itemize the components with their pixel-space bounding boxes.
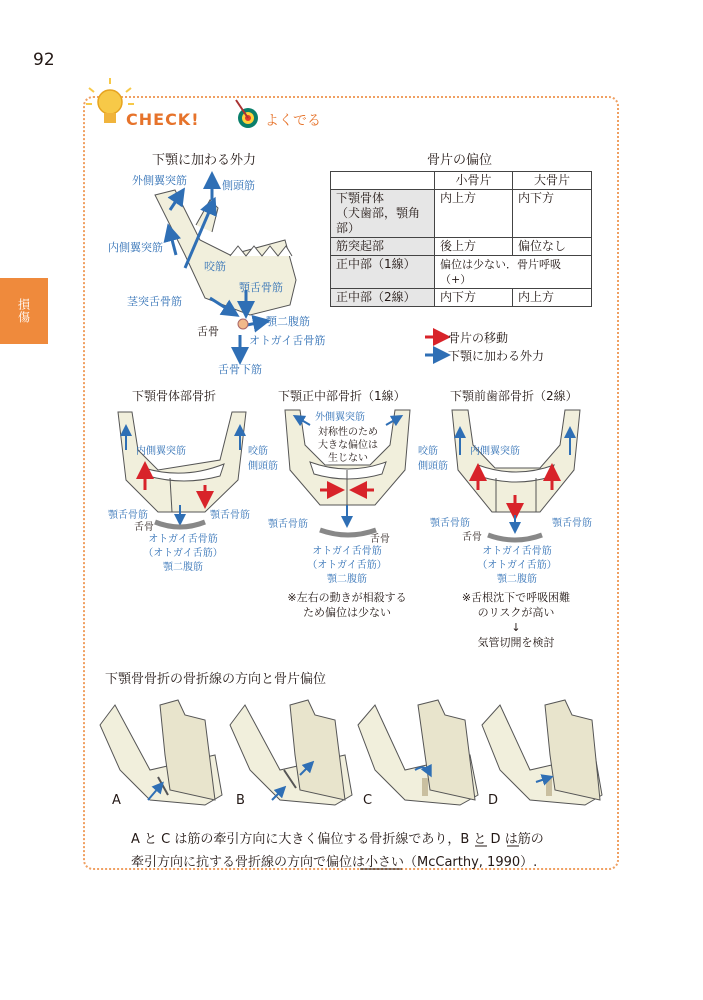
diagram-anterior2-title: 下顎前歯部骨折（2線） [450, 389, 578, 403]
label-hyoid: 舌骨 [197, 325, 219, 338]
table-header-large: 大骨片 [513, 172, 592, 190]
label-lateral-pterygoid: 外側翼突筋 [315, 412, 365, 423]
caption-line-2: 牽引方向に抗する骨折線の方向で偏位は小さい（McCarthy, 1990）. [131, 855, 538, 870]
legend-red-label: 骨片の移動 [448, 331, 509, 345]
panel-label-d: D [488, 793, 499, 808]
page-number: 92 [33, 50, 55, 70]
fracture-panel-a [100, 700, 222, 805]
label-stylohyoid: 茎突舌骨筋 [127, 295, 182, 308]
label-mylohyoid: 顎舌骨筋 [210, 510, 250, 521]
table-row-head: 下顎骨体 （犬歯部，顎角部） [331, 190, 435, 238]
label-medial-pterygoid: 内側翼突筋 [136, 446, 186, 457]
label-lateral-pterygoid: 外側翼突筋 [132, 174, 187, 187]
label-mylohyoid: 顎舌骨筋 [108, 510, 148, 521]
table-cell: 後上方 [435, 238, 513, 256]
table-header-small: 小骨片 [435, 172, 513, 190]
label-bottom-muscles: オトガイ舌骨筋 （オトガイ舌筋） 顎二腹筋 [143, 534, 223, 573]
label-medial-pterygoid: 内側翼突筋 [108, 241, 163, 254]
diagram-midline1-title: 下顎正中部骨折（1線） [278, 389, 406, 403]
label-hyoid: 舌骨 [370, 534, 390, 545]
table-cell: 内上方 [513, 289, 592, 307]
label-infrahyoid: 舌骨下筋 [218, 363, 262, 376]
table-cell: 内下方 [435, 289, 513, 307]
check-label: CHECK! [126, 110, 200, 129]
label-mylohyoid: 顎舌骨筋 [239, 281, 283, 294]
fracture-panel-c [358, 700, 478, 805]
label-mylohyoid: 顎舌骨筋 [552, 518, 592, 529]
label-masseter-temporal: 咬筋 側頭筋 [418, 446, 448, 472]
label-temporal: 側頭筋 [222, 179, 255, 192]
midline1-note: ※左右の動きが相殺する ため偏位は少ない [287, 591, 407, 619]
fracture-lines-title: 下顎骨骨折の骨折線の方向と骨片偏位 [105, 672, 327, 687]
table-row-head: 正中部（2線） [331, 289, 435, 307]
label-masseter: 咬筋 [204, 260, 226, 273]
fracture-panel-d [482, 700, 602, 805]
table-cell: 偏位なし [513, 238, 592, 256]
table-cell: 内下方 [513, 190, 592, 238]
panel-label-b: B [236, 793, 245, 808]
label-hyoid: 舌骨 [134, 522, 154, 533]
diagram-body-title: 下顎骨体部骨折 [132, 389, 217, 403]
table-row-head: 正中部（1線） [331, 256, 435, 289]
label-geniohyoid: オトガイ舌骨筋 [249, 334, 326, 347]
table-row-head: 筋突起部 [331, 238, 435, 256]
frequency-badge: よくでる [265, 113, 321, 129]
label-digastric: 顎二腹筋 [266, 315, 310, 328]
label-symmetry-note: 対称性のため 大きな偏位は 生じない [318, 427, 378, 464]
label-hyoid: 舌骨 [462, 532, 482, 543]
table-title: 骨片の偏位 [427, 153, 493, 168]
table-cell: 偏位は少ない．骨片呼吸（+） [435, 256, 592, 289]
label-masseter-temporal: 咬筋 側頭筋 [248, 446, 278, 472]
label-mylohyoid: 顎舌骨筋 [268, 519, 308, 530]
target-icon [236, 100, 258, 128]
panel-label-a: A [112, 793, 121, 808]
panel-label-c: C [363, 793, 373, 808]
table-header-blank [331, 172, 435, 190]
label-medial-pterygoid: 内側翼突筋 [470, 446, 520, 457]
anterior2-note: ※舌根沈下で呼吸困難 のリスクが高い ↓ 気管切開を検討 [461, 591, 571, 649]
fracture-panel-b [230, 700, 352, 805]
label-bottom-muscles: オトガイ舌骨筋 （オトガイ舌筋） 顎二腹筋 [477, 546, 557, 585]
external-force-title: 下顎に加わる外力 [152, 153, 257, 168]
caption-line-1: A と C は筋の牽引方向に大きく偏位する骨折線であり，B と D は筋の [131, 832, 544, 847]
table-cell: 内上方 [435, 190, 513, 238]
label-mylohyoid: 顎舌骨筋 [430, 518, 470, 529]
label-bottom-muscles: オトガイ舌骨筋 （オトガイ舌筋） 顎二腹筋 [307, 546, 387, 585]
chapter-tab: 損傷 [0, 278, 48, 344]
displacement-table [330, 171, 592, 307]
legend-blue-label: 下顎に加わる外力 [448, 349, 545, 363]
